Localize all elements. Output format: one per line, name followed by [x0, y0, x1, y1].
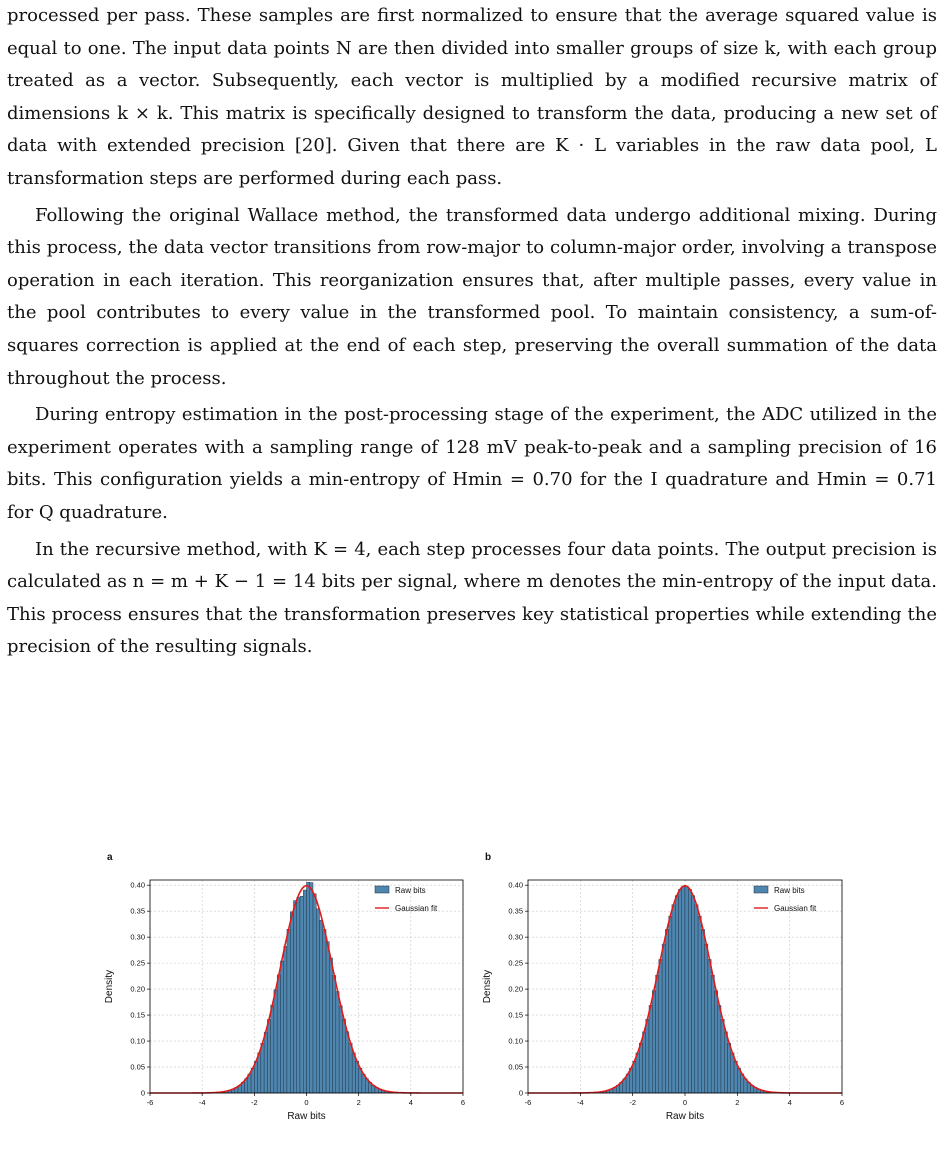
panel-b-letter: b	[485, 852, 492, 863]
panel-b-y-tick-label: 0	[518, 1088, 523, 1098]
panel-b-y-tick-label: 0.25	[508, 958, 523, 968]
panel-b-histogram-bar	[642, 1032, 645, 1093]
panel-b-y-tick-label: 0.40	[508, 880, 523, 890]
panel-a-y-tick-label: 0.20	[130, 984, 145, 994]
panel-a-histogram-bar	[349, 1043, 352, 1093]
panel-a-histogram-bar	[329, 958, 332, 1093]
panel-a-histogram-bar	[280, 961, 283, 1093]
panel-b-histogram-bar	[705, 944, 708, 1093]
panel-a-histogram-bar	[271, 1005, 274, 1093]
panel-b-histogram-bar	[714, 991, 717, 1093]
panel-b-x-tick-label: -6	[524, 1098, 532, 1107]
panel-b-histogram-bar	[685, 886, 688, 1093]
panel-a-histogram-bar	[274, 990, 277, 1093]
panel-b-histogram-bar	[662, 944, 665, 1093]
panel-a-x-axis-label: Raw bits	[287, 1111, 326, 1122]
panel-a-histogram-bar	[300, 896, 303, 1093]
panel-b-histogram-bar	[672, 905, 675, 1093]
panel-b-histogram-bar	[718, 1005, 721, 1093]
panel-a-histogram-bar	[277, 975, 280, 1093]
panel-a-histogram-bar	[307, 882, 310, 1093]
paragraph-3: During entropy estimation in the post-processing stage of the experiment, the ADC utilized in the experiment operates with a sampling range of 128 mV peak-to-peak and a sampling precision of 16 bits. This configuration yields a min-entropy of Hmin = 0.70 for the I quadrature and Hmin = 0.71 for Q quadrature.	[7, 404, 937, 523]
panel-b-histogram-bar	[698, 916, 701, 1093]
panel-a-histogram-bar	[326, 942, 329, 1093]
panel-a-histogram-bar	[355, 1061, 358, 1093]
panel-a-y-tick-label: 0	[140, 1088, 145, 1098]
panel-a-histogram-bar	[261, 1043, 264, 1093]
panel-a-histogram-bar	[297, 897, 300, 1093]
panel-b-y-tick-label: 0.15	[508, 1010, 523, 1020]
panel-a-y-tick-label: 0.15	[130, 1010, 145, 1020]
paragraph-1: processed per pass. These samples are first normalized to ensure that the average squared value is equal to one. The input data points N are then divided into smaller groups of size k, with each group treated as a vector. Subsequently, each vector is multiplied by a modified recursive matrix of dimensions k × k. This matrix is specifically designed to transform the data, producing a new set of data with extended precision [20]. Given that there are K · L variables in the raw data pool, L transformation steps are performed during each pass.	[7, 5, 937, 189]
paragraph-2: Following the original Wallace method, the transformed data undergo additional mixing. During this process, the data vector transitions from row-major to column-major order, involving a transpose operation in each iteration. This reorganization ensures that, after multiple passes, every value in the pool contributes to every value in the transformed pool. To maintain consistency, a sum-of-squares correction is applied at the end of each step, preserving the overall summation of the data throughout the process.	[7, 204, 937, 389]
panel-a-y-tick-label: 0.10	[130, 1036, 145, 1046]
panel-b-histogram-bar	[649, 1005, 652, 1093]
panel-b-histogram-bar	[708, 959, 711, 1093]
panel-b-x-tick-label: 4	[787, 1098, 792, 1107]
panel-a-y-tick-label: 0.25	[130, 958, 145, 968]
panel-b-histogram-bar	[656, 975, 659, 1093]
panel-a-histogram-bar	[313, 894, 316, 1093]
panel-a-histogram-bar	[258, 1053, 261, 1093]
panel-b-histogram-bar	[652, 991, 655, 1093]
panel-b-x-tick-label: 2	[735, 1098, 740, 1107]
panel-b-legend-label-gaussian: Gaussian fit	[774, 904, 817, 913]
panel-b-x-axis-label: Raw bits	[665, 1111, 705, 1122]
panel-a-histogram-bar	[320, 920, 323, 1093]
panel-b-histogram-bar	[734, 1061, 737, 1093]
panel-b-histogram-bar	[636, 1053, 639, 1093]
panel-a-y-axis-label: Density	[104, 969, 115, 1004]
panel-a-x-tick-label: 0	[304, 1098, 309, 1107]
panel-a-histogram-bar	[333, 975, 336, 1093]
panel-b-histogram-bar	[721, 1019, 724, 1093]
panel-a-histogram-bar	[346, 1032, 349, 1093]
panel-a-histogram-bar	[254, 1061, 257, 1093]
panel-a-letter: a	[107, 852, 113, 863]
panel-b-histogram-bar	[659, 959, 662, 1093]
panel-b-histogram-bar	[692, 896, 695, 1093]
panel-b-histogram-bar	[701, 929, 704, 1093]
panel-b-y-tick-label: 0.30	[508, 932, 523, 942]
panel-a-histogram-bar	[352, 1053, 355, 1093]
panel-b-histogram-bar	[646, 1019, 649, 1093]
panel-a-x-tick-label: 4	[408, 1098, 413, 1107]
panel-a-histogram-bar	[323, 929, 326, 1093]
panel-a-legend-label-gaussian: Gaussian fit	[395, 904, 438, 913]
panel-a-histogram-bar	[267, 1019, 270, 1093]
panel-a-x-tick-label: -4	[198, 1098, 206, 1107]
panel-a-histogram-bar	[284, 946, 287, 1093]
panel-b-histogram-bar	[665, 929, 668, 1093]
panel-a-y-tick-label: 0.30	[130, 932, 145, 942]
panel-b-legend-swatch-raw-bits	[754, 886, 768, 893]
panel-b-histogram-bar	[711, 975, 714, 1093]
panel-b-histogram-bar	[688, 889, 691, 1093]
panel-b-histogram-bar	[669, 916, 672, 1093]
panel-a-histogram-bar	[293, 901, 296, 1093]
paragraph-4: In the recursive method, with K = 4, each step processes four data points. The output precision is calculated as n = m + K − 1 = 14 bits per signal, where m denotes the min-entropy of the input data. This process ensures that the transformation preserves key statistical properties while extending the precision of the resulting signals.	[7, 538, 937, 658]
panel-b-y-tick-label: 0.05	[508, 1062, 523, 1072]
panel-b-histogram-bar	[728, 1043, 731, 1093]
panel-a-y-tick-label: 0.40	[130, 880, 145, 890]
panel-a-legend-label-raw-bits: Raw bits	[395, 886, 426, 895]
panel-b-histogram-bar	[633, 1061, 636, 1093]
panel-b-histogram-bar	[731, 1053, 734, 1093]
panel-b-y-tick-label: 0.35	[508, 906, 523, 916]
panel-a-histogram-bar	[336, 991, 339, 1093]
panel-b-histogram-bar	[639, 1043, 642, 1093]
panel-b-histogram-bar	[682, 886, 685, 1093]
panel-a-x-tick-label: -2	[250, 1098, 258, 1107]
panel-a-histogram-bar	[310, 883, 313, 1093]
panel-a-histogram-bar	[287, 929, 290, 1093]
panel-b-y-axis-label: Density	[482, 969, 493, 1004]
panel-a-x-tick-label: -6	[146, 1098, 154, 1107]
panel-b-histogram-bar	[724, 1032, 727, 1093]
panel-a-histogram-bar	[264, 1032, 267, 1093]
panel-b-x-tick-label: 0	[682, 1098, 688, 1107]
panel-b-x-tick-label: 6	[839, 1098, 845, 1107]
panel-a-x-tick-label: 6	[460, 1098, 466, 1107]
panel-a-legend-swatch-raw-bits	[375, 886, 389, 893]
panel-b-histogram-bar	[695, 905, 698, 1093]
panel-b-x-tick-label: -2	[629, 1098, 637, 1107]
panel-b-histogram-bar	[678, 889, 681, 1093]
panel-a-x-tick-label: 2	[356, 1098, 361, 1107]
panel-b-legend-label-raw-bits: Raw bits	[774, 886, 805, 895]
panel-a-histogram-bar	[290, 912, 293, 1093]
panel-a-y-tick-label: 0.05	[130, 1062, 145, 1072]
panel-b-x-tick-label: -4	[576, 1098, 584, 1107]
panel-b-y-tick-label: 0.20	[508, 984, 523, 994]
panel-a-histogram-bar	[316, 909, 319, 1093]
panel-a-histogram-bar	[339, 1006, 342, 1093]
panel-b-y-tick-label: 0.10	[508, 1036, 523, 1046]
panel-a-histogram-bar	[303, 890, 306, 1093]
panel-b-histogram-bar	[675, 896, 678, 1093]
panel-a-y-tick-label: 0.35	[130, 906, 145, 916]
panel-a-histogram-bar	[342, 1019, 345, 1093]
